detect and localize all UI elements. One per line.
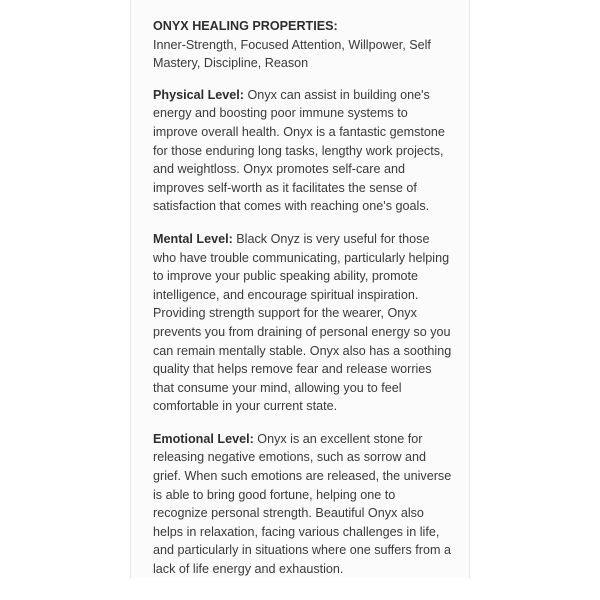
- physical-level-paragraph: [153, 86, 453, 216]
- emotional-level-paragraph: [153, 430, 453, 579]
- physical-level-label: Physical Level:: [153, 87, 245, 102]
- physical-level-text: Onyx can assist in building one's energy and boosting poor immune systems to improve overall health. Onyx is a fantastic gemstone for those enduring long tasks, lengthy work projects, and weightloss. Onyx promotes self-care and improves self-worth as it facilitates the sense of satisfaction that comes with reaching one's goals.: [153, 87, 445, 214]
- document-heading: ONYX HEALING PROPERTIES:: [153, 19, 338, 33]
- document-content: [153, 17, 453, 593]
- mental-level-text: Black Onyz is very useful for those who have trouble communicating, particularly helping to improve your public speaking ability, promote intelligence, and encourage spiritual inspiration. Providing strength support for the wearer, Onyx prevents you from draining of personal energy so you can remain mentally stable. Onyx also has a soothing quality that helps remove fear and release worries that consume your mind, allowing you to feel comfortable in your current state.: [153, 231, 452, 414]
- emotional-level-label: Emotional Level:: [153, 431, 254, 446]
- properties-list: Inner-Strength, Focused Attention, Willpower, Self Mastery, Discipline, Reason: [153, 37, 431, 71]
- mental-level-paragraph: [153, 230, 453, 416]
- emotional-level-text: Onyx is an excellent stone for releasing negative emotions, such as sorrow and grief. When such emotions are released, the universe is able to bring good fortune, helping one to recognize personal strength. Beautiful Onyx also helps in relaxation, facing various challenges in life, and particularly in situations where one suffers from a lack of life energy and exhaustion.: [153, 431, 452, 577]
- mental-level-label: Mental Level:: [153, 231, 233, 246]
